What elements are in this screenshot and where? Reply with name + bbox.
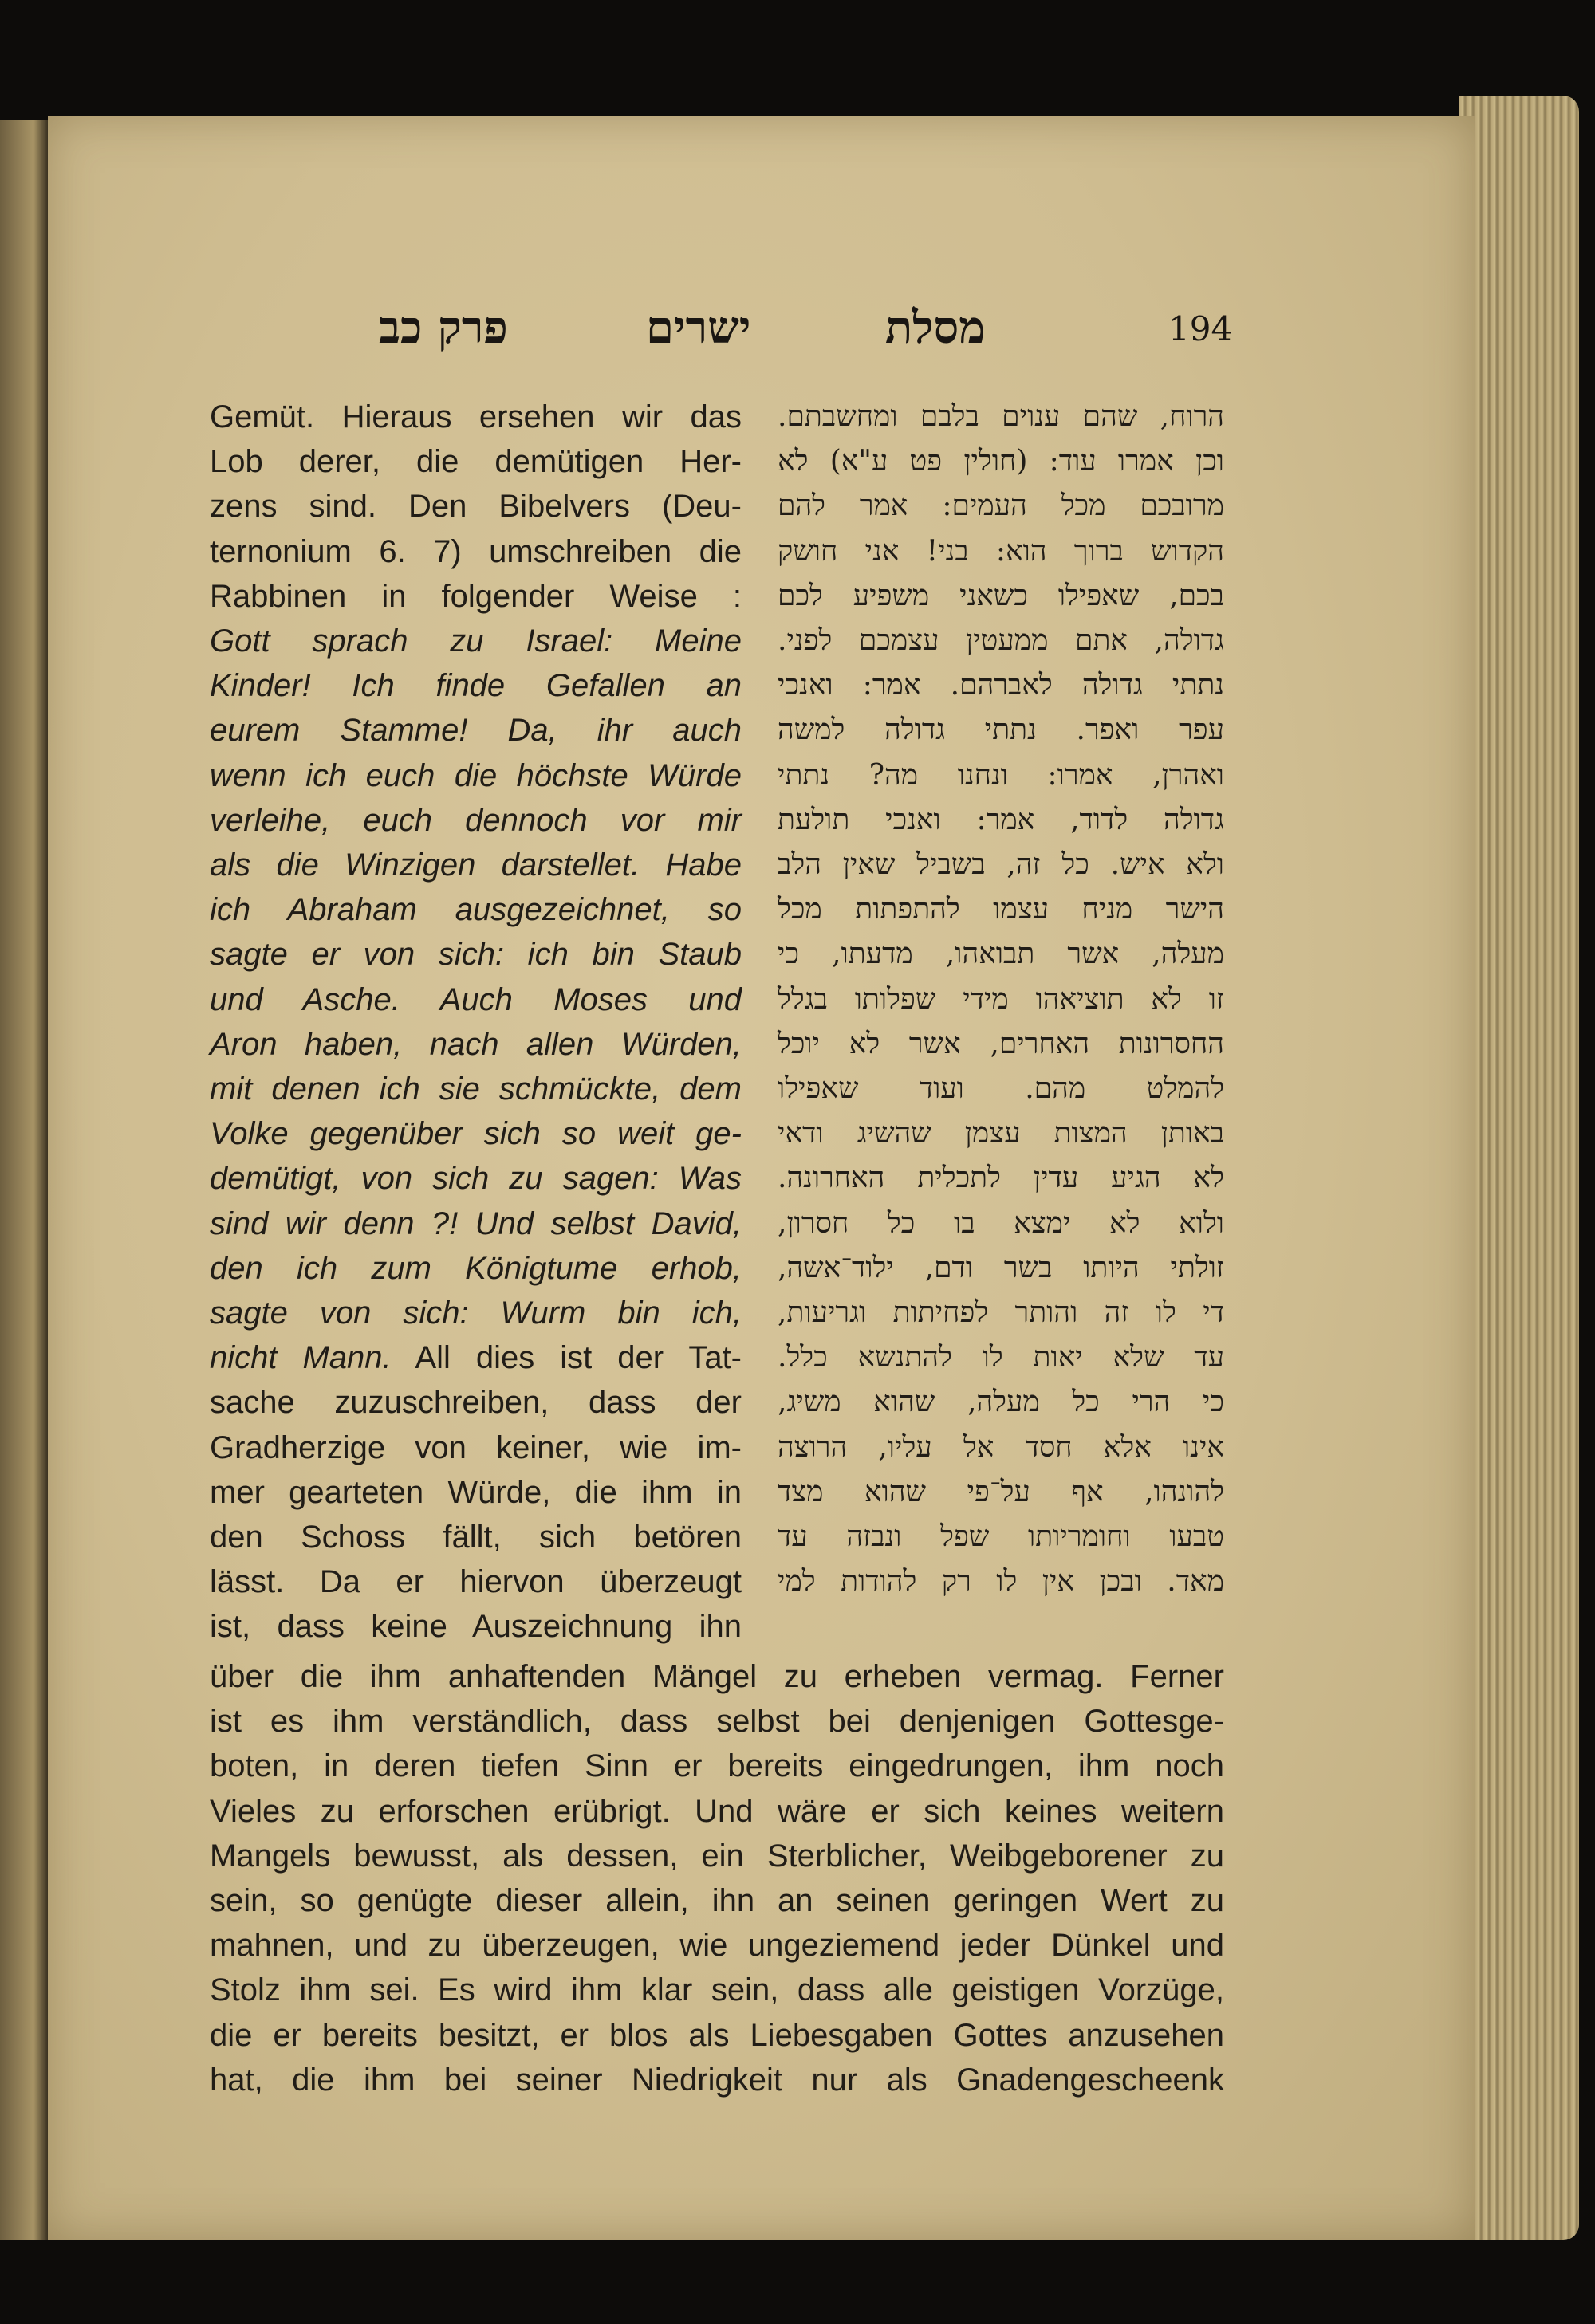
german-line: sind wir denn ?! Und selbst David,	[210, 1205, 742, 1241]
german-line: den ich zum Königtume erhob,	[210, 1250, 742, 1286]
german-line: sache zuzuschreiben, dass der	[210, 1385, 742, 1421]
hebrew-line: ולוא לא ימצא בו כל חסרון,	[778, 1206, 1224, 1240]
german-line: den Schoss fällt, sich betören	[210, 1520, 742, 1555]
hebrew-line: זו לא תוציאהו מידי שפלותו בגלל	[778, 982, 1224, 1016]
german-full-line: die er bereits besitzt, er blos als Liebesgaben Gottes anzusehen	[210, 2017, 1224, 2053]
german-line: mer gearteten Würde, die ihm in	[210, 1474, 742, 1510]
hebrew-line: החסרונות האחרים, אשר לא יוכל	[778, 1027, 1224, 1060]
german-line: Gemüt. Hieraus ersehen wir das	[210, 399, 742, 435]
german-line: nicht Mann. All dies ist der Tat-	[210, 1340, 742, 1376]
german-line: mit denen ich sie schmückte, dem	[210, 1072, 742, 1107]
hebrew-line: נתתי גדולה לאברהם. אמר: ואנכי	[778, 669, 1224, 702]
hebrew-line: אינו אלא חסד אל עליו, הרוצה	[778, 1430, 1224, 1464]
hebrew-line: הקדוש ברוך הוא: בני! אני חושק	[778, 534, 1224, 568]
german-line: als die Winzigen darstellet. Habe	[210, 847, 742, 883]
german-full-line: mahnen, und zu überzeugen, wie ungeziemend jeder Dünkel und	[210, 1928, 1224, 1964]
german-line: eurem Stamme! Da, ihr auch	[210, 713, 742, 749]
hebrew-line: להונהו, אף על־פי שהוא מצד	[778, 1475, 1224, 1508]
german-full-line: sein, so genügte dieser allein, ihn an seinen geringen Wert zu	[210, 1883, 1224, 1919]
hebrew-line: וכן אמרו עוד: (חולין פט ע"א) לא	[778, 445, 1224, 478]
german-line: zens sind. Den Bibelvers (Deu-	[210, 489, 742, 525]
german-line: Kinder! Ich finde Gefallen an	[210, 668, 742, 704]
german-line: Rabbinen in folgender Weise :	[210, 578, 742, 614]
german-full-width-text	[210, 1654, 1224, 2102]
german-line: Gradherzige von keiner, wie im-	[210, 1429, 742, 1465]
hebrew-line: ולא איש. כל זה, בשביל שאין הלב	[778, 848, 1224, 882]
hebrew-line: עפר ואפר. נתתי גדולה למשה	[778, 714, 1224, 747]
page-number: 194	[1168, 309, 1233, 348]
german-line: sagte er von sich: ich bin Staub	[210, 937, 742, 973]
header-title-word-2: ישרים	[646, 301, 751, 354]
german-line: lässt. Da er hiervon überzeugt	[210, 1564, 742, 1600]
german-line: Volke gegenüber sich so weit ge-	[210, 1116, 742, 1152]
german-column	[210, 395, 742, 1650]
hebrew-line: מאד. ובכן אין לו רק להודות למי	[778, 1565, 1224, 1598]
hebrew-line: מרובכם מכל העמים: אמר להם	[778, 490, 1224, 523]
hebrew-line: גדולה, אתם ממעטין עצמכם לפני.	[778, 624, 1224, 658]
hebrew-line: ואהרן, אמרו: ונחנו מה? נתתי	[778, 758, 1224, 792]
hebrew-line: להמלט מהם. ועוד שאפילו	[778, 1072, 1224, 1106]
german-line: demütigt, von sich zu sagen: Was	[210, 1161, 742, 1197]
german-line: ist, dass keine Auszeichnung ihn	[210, 1609, 742, 1645]
running-header	[327, 301, 1233, 365]
hebrew-column	[778, 395, 1224, 1604]
hebrew-line: מעלה, אשר תבואהו, מדעתו, כי	[778, 938, 1224, 971]
german-line: Aron haben, nach allen Würden,	[210, 1026, 742, 1062]
header-chapter: פרק כב	[379, 301, 508, 354]
german-full-line: Vieles zu erforschen erübrigt. Und wäre er sich keines weitern	[210, 1793, 1224, 1829]
hebrew-line: די לו זה והותר לפחיתות וגריעות,	[778, 1296, 1224, 1330]
german-line: verleihe, euch dennoch vor mir	[210, 802, 742, 838]
hebrew-line: עד שלא יאות לו להתנשא כלל.	[778, 1341, 1224, 1374]
header-title-word-1: מסלת	[885, 301, 986, 354]
hebrew-line: באותן המצות עצמן שהשיג ודאי	[778, 1117, 1224, 1150]
hebrew-line: בכם, שאפילו כשאני משפיע לכם	[778, 579, 1224, 612]
hebrew-line: טבעו וחומריותו שפל ונבזה עד	[778, 1520, 1224, 1554]
german-line: sagte von sich: Wurm bin ich,	[210, 1296, 742, 1331]
left-page-edge	[0, 120, 48, 2240]
german-line: ternonium 6. 7) umschreiben die	[210, 533, 742, 569]
hebrew-line: זולתי היותו בשר ודם, ילוד־אשה,	[778, 1251, 1224, 1284]
german-line: Gott sprach zu Israel: Meine	[210, 623, 742, 659]
german-full-line: über die ihm anhaftenden Mängel zu erheben vermag. Ferner	[210, 1659, 1224, 1694]
german-line: und Asche. Auch Moses und	[210, 981, 742, 1017]
page-stack-edges	[1459, 96, 1579, 2240]
german-line: wenn ich euch die höchste Würde	[210, 757, 742, 793]
hebrew-line: לא הגיע עדין לתכלית האחרונה.	[778, 1162, 1224, 1195]
hebrew-line: הישר מניח עצמו להתפתות מכל	[778, 893, 1224, 926]
german-full-line: ist es ihm verständlich, dass selbst bei denjenigen Gottesge-	[210, 1704, 1224, 1740]
german-full-line: Mangels bewusst, als dessen, ein Sterblicher, Weibgeborener zu	[210, 1838, 1224, 1874]
hebrew-line: הרוח, שהם ענוים בלבם ומחשבתם.	[778, 400, 1224, 433]
german-full-line: boten, in deren tiefen Sinn er bereits eingedrungen, ihm noch	[210, 1748, 1224, 1784]
german-full-line: Stolz ihm sei. Es wird ihm klar sein, dass alle geistigen Vorzüge,	[210, 1972, 1224, 2008]
hebrew-line: גדולה לדוד, אמר: ואנכי תולעת	[778, 803, 1224, 836]
german-full-line: hat, die ihm bei seiner Niedrigkeit nur als Gnadengescheenk	[210, 2062, 1224, 2098]
german-line: Lob derer, die demütigen Her-	[210, 444, 742, 480]
german-line: ich Abraham ausgezeichnet, so	[210, 892, 742, 928]
hebrew-line: כי הרי כל מעלה, שהוא משיג,	[778, 1386, 1224, 1419]
